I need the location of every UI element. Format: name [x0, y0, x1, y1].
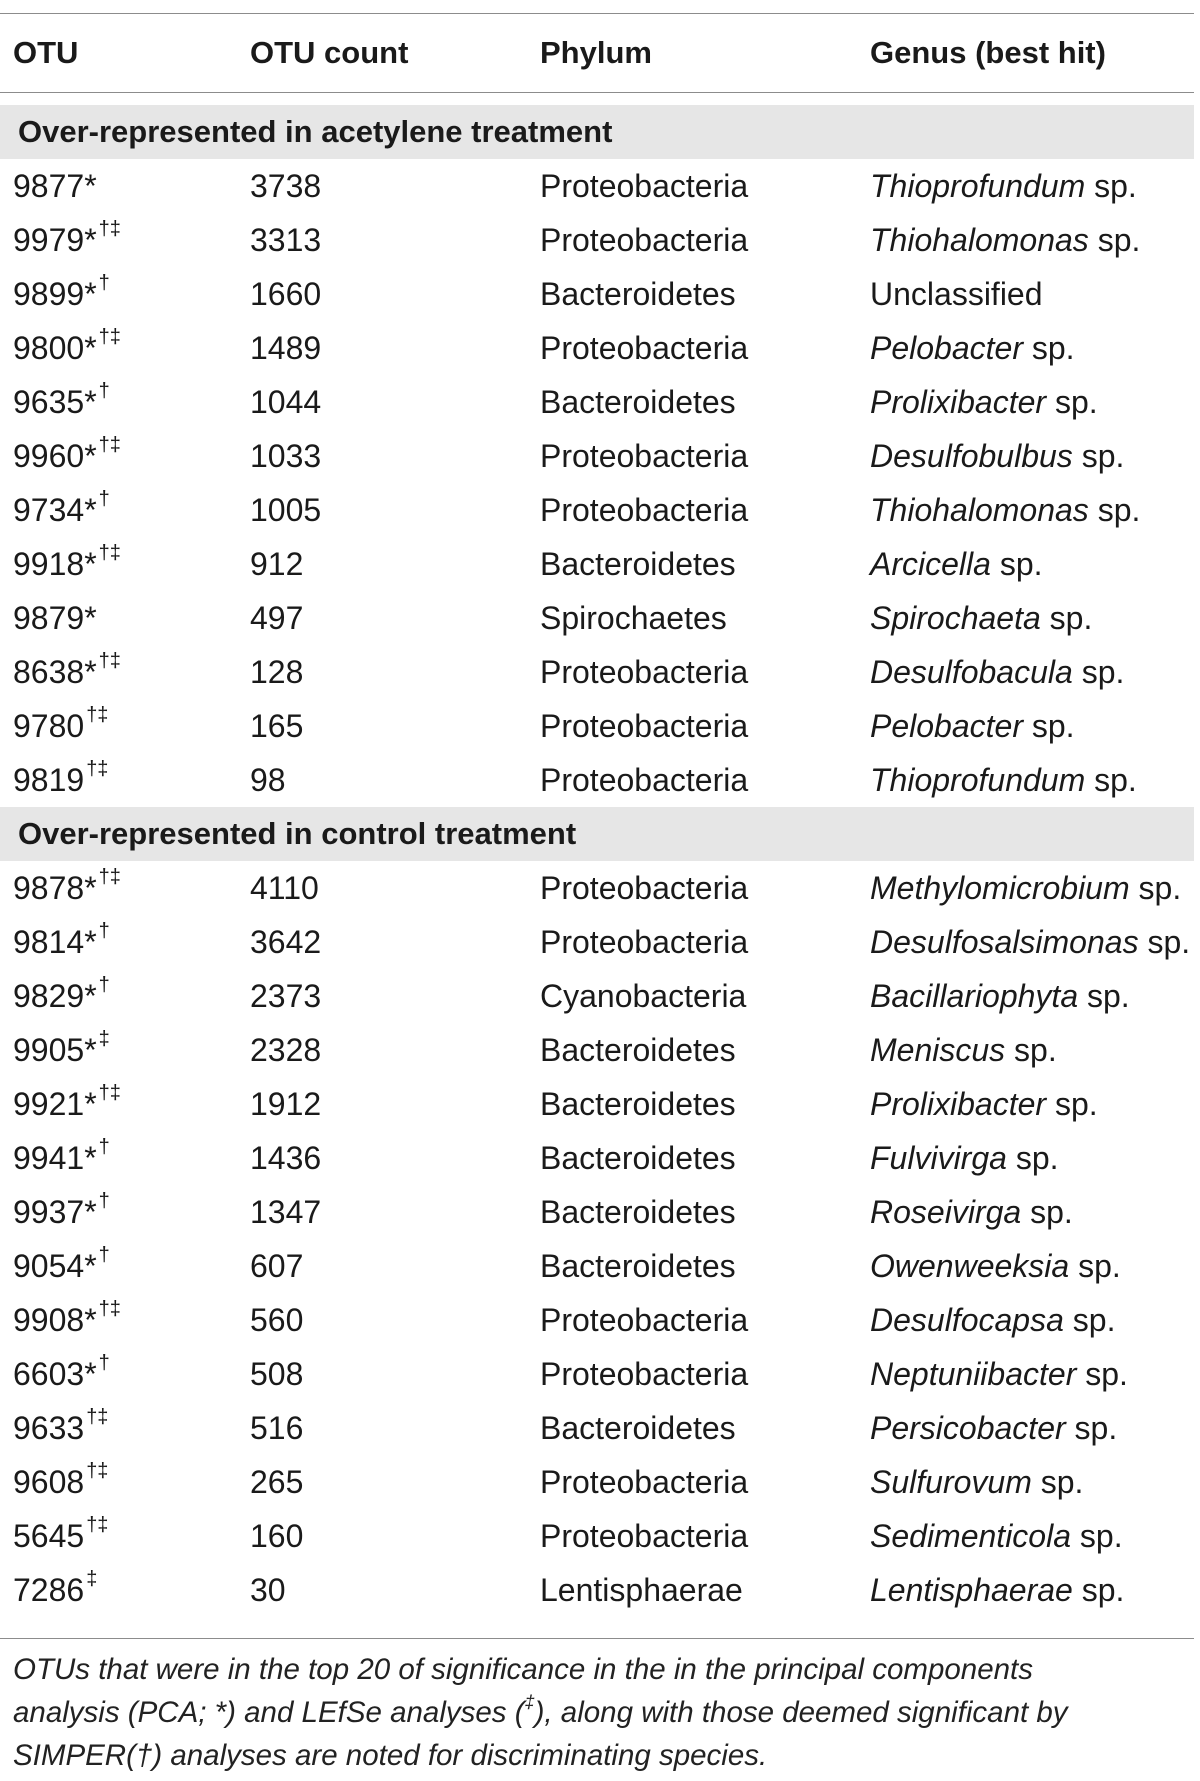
otu-count-cell: 3313: [250, 222, 322, 258]
phylum-cell: Spirochaetes: [540, 600, 727, 636]
otu-cell: [13, 375, 110, 429]
genus-cell: [870, 645, 1124, 699]
otu-id: 9878: [13, 870, 85, 906]
significance-marks: †‡: [98, 866, 121, 889]
genus-suffix: sp.: [1085, 762, 1137, 798]
pca-mark: *: [84, 924, 97, 960]
otu-count-cell: 497: [250, 600, 304, 636]
phylum-cell: Proteobacteria: [540, 1464, 749, 1500]
pca-mark: *: [84, 222, 97, 258]
otu-id: 9877: [13, 168, 85, 204]
genus-cell: [870, 1455, 1083, 1509]
pca-mark: *: [84, 492, 97, 528]
otu-cell: [13, 159, 97, 213]
otu-cell: [13, 537, 121, 591]
otu-cell: [13, 969, 110, 1023]
otu-cell: [13, 645, 121, 699]
genus-name: Pelobacter: [870, 708, 1023, 744]
phylum-cell: Proteobacteria: [540, 654, 749, 690]
significance-marks: †‡: [86, 758, 109, 781]
genus-name: Thiohalomonas: [870, 222, 1089, 258]
table-footnote: [13, 1648, 1193, 1777]
genus-suffix: sp.: [1078, 978, 1130, 1014]
genus-cell: [870, 753, 1137, 807]
otu-count-cell: 265: [250, 1464, 304, 1500]
significance-marks: †: [98, 974, 110, 997]
otu-id: 9734: [13, 492, 85, 528]
genus-name: Neptuniibacter: [870, 1356, 1077, 1392]
otu-id: 9819: [13, 762, 85, 798]
genus-name: Prolixibacter: [870, 384, 1047, 420]
table-row: [0, 915, 1194, 969]
significance-marks: †: [98, 1244, 110, 1267]
otu-count-cell: 1044: [250, 384, 322, 420]
genus-cell: [870, 1401, 1117, 1455]
phylum-cell: Bacteroidetes: [540, 1140, 736, 1176]
header-otu: OTU: [13, 35, 79, 70]
otu-cell: [13, 1401, 108, 1455]
genus-cell: [870, 591, 1092, 645]
otu-cell: [13, 753, 108, 807]
section-title: Over-represented in acetylene treatment: [18, 114, 613, 149]
pca-mark: *: [84, 1356, 97, 1392]
genus-name: Sulfurovum: [870, 1464, 1032, 1500]
genus-cell: [870, 1239, 1121, 1293]
significance-marks: †: [98, 380, 110, 403]
otu-cell: [13, 1131, 110, 1185]
otu-cell: [13, 915, 110, 969]
pca-mark: *: [84, 276, 97, 312]
otu-id: 8638: [13, 654, 85, 690]
otu-count-cell: 2373: [250, 978, 322, 1014]
phylum-cell: Proteobacteria: [540, 1356, 749, 1392]
pca-mark: *: [84, 1194, 97, 1230]
footnote-line-2-start: analysis (PCA; *) and LEfSe analyses (: [13, 1696, 525, 1729]
genus-suffix: sp.: [1129, 870, 1182, 906]
otu-cell: [13, 591, 97, 645]
table-row: [0, 1509, 1194, 1563]
otu-id: 9960: [13, 438, 85, 474]
genus-suffix: sp.: [1046, 384, 1098, 420]
table-row: [0, 861, 1194, 915]
otu-id: 9899: [13, 276, 85, 312]
genus-suffix: sp.: [1088, 222, 1141, 258]
pca-mark: *: [84, 330, 97, 366]
otu-cell: [13, 213, 121, 267]
genus-suffix: sp.: [1065, 1410, 1118, 1446]
otu-count-cell: 516: [250, 1410, 304, 1446]
otu-id: 9829: [13, 978, 85, 1014]
otu-id: 9905: [13, 1032, 85, 1068]
genus-cell: [870, 1347, 1128, 1401]
otu-cell: [13, 429, 121, 483]
otu-cell: [13, 267, 110, 321]
footnote-line-1: OTUs that were in the top 20 of significance in the in the principal components: [13, 1653, 1033, 1686]
otu-id: 9918: [13, 546, 85, 582]
phylum-cell: Proteobacteria: [540, 492, 749, 528]
genus-name: Owenweeksia: [870, 1248, 1070, 1284]
genus-name: Persicobacter: [870, 1410, 1066, 1446]
genus-suffix: sp.: [1040, 600, 1093, 636]
genus-cell: [870, 1185, 1073, 1239]
genus-name: Lentisphaerae: [870, 1572, 1073, 1608]
significance-marks: †‡: [98, 542, 121, 565]
significance-marks: †: [98, 488, 110, 511]
genus-cell: [870, 213, 1140, 267]
phylum-cell: Proteobacteria: [540, 924, 749, 960]
pca-mark: *: [84, 384, 97, 420]
pca-mark: *: [84, 654, 97, 690]
otu-id: 9800: [13, 330, 85, 366]
phylum-cell: Proteobacteria: [540, 1518, 749, 1554]
phylum-cell: Proteobacteria: [540, 438, 749, 474]
otu-id: 9780: [13, 708, 85, 744]
phylum-cell: Lentisphaerae: [540, 1572, 743, 1608]
top-rule: [0, 13, 1194, 14]
significance-marks: †‡: [98, 434, 121, 457]
otu-cell: [13, 861, 121, 915]
table-row: [0, 1347, 1194, 1401]
genus-cell: [870, 1077, 1098, 1131]
table-row: [0, 1023, 1194, 1077]
genus-name: Meniscus: [870, 1032, 1006, 1068]
genus-suffix: sp.: [1069, 1248, 1121, 1284]
significance-marks: ‡: [98, 1028, 110, 1051]
genus-cell: [870, 1509, 1123, 1563]
otu-count-cell: 98: [250, 762, 286, 798]
header-otu-count: OTU count: [250, 35, 409, 70]
genus-cell: [870, 159, 1137, 213]
phylum-cell: Bacteroidetes: [540, 546, 736, 582]
significance-marks: ‡: [86, 1568, 98, 1591]
footnote-line-2: [13, 1691, 1193, 1734]
genus-name: Thiohalomonas: [870, 492, 1089, 528]
genus-name: Bacillariophyta: [870, 978, 1079, 1014]
otu-id: 9608: [13, 1464, 85, 1500]
pca-mark: *: [84, 1140, 97, 1176]
significance-marks: †‡: [86, 1460, 109, 1483]
otu-cell: [13, 1509, 108, 1563]
genus-name: Pelobacter: [870, 330, 1023, 366]
table-row: [0, 321, 1194, 375]
genus-cell: [870, 861, 1181, 915]
genus-name: Fulvivirga: [870, 1140, 1007, 1176]
otu-id: 5645: [13, 1518, 85, 1554]
genus-suffix: sp.: [1071, 1518, 1123, 1554]
table-row: [0, 591, 1194, 645]
genus-name: Desulfocapsa: [870, 1302, 1064, 1338]
genus-suffix: sp.: [1006, 1140, 1059, 1176]
table-row: [0, 645, 1194, 699]
table-row: [0, 267, 1194, 321]
genus-cell: [870, 267, 1043, 321]
table-row: [0, 375, 1194, 429]
pca-mark: *: [84, 1032, 97, 1068]
genus-suffix: sp.: [1063, 1302, 1116, 1338]
otu-cell: [13, 1455, 108, 1509]
table-row: [0, 753, 1194, 807]
phylum-cell: Proteobacteria: [540, 762, 749, 798]
otu-count-cell: 128: [250, 654, 304, 690]
table-row: [0, 1455, 1194, 1509]
significance-marks: †‡: [98, 1298, 121, 1321]
table-row: [0, 1185, 1194, 1239]
otu-id: 9814: [13, 924, 85, 960]
genus-cell: [870, 321, 1075, 375]
phylum-cell: Proteobacteria: [540, 222, 749, 258]
bottom-rule: [0, 1638, 1194, 1639]
significance-marks: †‡: [86, 1514, 109, 1537]
table-row: [0, 1077, 1194, 1131]
otu-count-cell: 4110: [250, 870, 319, 906]
table-row: [0, 159, 1194, 213]
otu-count-cell: 30: [250, 1572, 286, 1608]
otu-count-cell: 560: [250, 1302, 304, 1338]
otu-count-cell: 1033: [250, 438, 322, 474]
otu-cell: [13, 321, 121, 375]
otu-count-cell: 2328: [250, 1032, 322, 1068]
table-row: [0, 969, 1194, 1023]
significance-marks: †: [98, 920, 110, 943]
otu-cell: [13, 1185, 110, 1239]
header-rule: [0, 92, 1194, 93]
genus-suffix: sp.: [1072, 1572, 1125, 1608]
otu-id: 9633: [13, 1410, 85, 1446]
pca-mark: *: [84, 438, 97, 474]
phylum-cell: Proteobacteria: [540, 870, 749, 906]
footnote-lefse-mark: ‡: [524, 1692, 535, 1713]
otu-count-cell: 165: [250, 708, 304, 744]
otu-id: 7286: [13, 1572, 85, 1608]
genus-suffix: sp.: [1076, 1356, 1128, 1392]
genus-name: Desulfobulbus: [870, 438, 1073, 474]
otu-count-cell: 1436: [250, 1140, 322, 1176]
otu-id: 6603: [13, 1356, 85, 1392]
genus-name: Unclassified: [870, 276, 1043, 312]
genus-cell: [870, 375, 1098, 429]
significance-marks: †‡: [98, 1082, 121, 1105]
table-row: [0, 1563, 1194, 1617]
genus-name: Methylomicrobium: [870, 870, 1130, 906]
genus-suffix: sp.: [1046, 1086, 1098, 1122]
table-row: [0, 1293, 1194, 1347]
genus-name: Arcicella: [870, 546, 991, 582]
table-row: [0, 537, 1194, 591]
otu-count-cell: 1005: [250, 492, 322, 528]
genus-suffix: sp.: [1088, 492, 1141, 528]
genus-cell: [870, 1563, 1124, 1617]
otu-count-cell: 1347: [250, 1194, 322, 1230]
otu-count-cell: 3642: [250, 924, 322, 960]
otu-cell: [13, 483, 110, 537]
otu-id: 9054: [13, 1248, 85, 1284]
otu-id: 9879: [13, 600, 85, 636]
genus-name: Thioprofundum: [870, 762, 1086, 798]
otu-cell: [13, 1239, 110, 1293]
genus-suffix: sp.: [1138, 924, 1191, 960]
pca-mark: *: [84, 1302, 97, 1338]
genus-cell: [870, 1023, 1057, 1077]
significance-marks: †‡: [86, 1406, 109, 1429]
significance-marks: †‡: [98, 218, 121, 241]
table-row: [0, 1401, 1194, 1455]
otu-count-cell: 1489: [250, 330, 322, 366]
phylum-cell: Proteobacteria: [540, 1302, 749, 1338]
otu-count-cell: 1660: [250, 276, 322, 312]
genus-name: Prolixibacter: [870, 1086, 1047, 1122]
genus-name: Desulfobacula: [870, 654, 1073, 690]
genus-cell: [870, 915, 1190, 969]
genus-name: Desulfosalsimonas: [870, 924, 1139, 960]
phylum-cell: Cyanobacteria: [540, 978, 747, 1014]
phylum-cell: Bacteroidetes: [540, 384, 736, 420]
genus-suffix: sp.: [1022, 708, 1075, 744]
otu-id: 9937: [13, 1194, 85, 1230]
pca-mark: *: [84, 546, 97, 582]
genus-suffix: sp.: [1021, 1194, 1073, 1230]
otu-count-cell: 508: [250, 1356, 304, 1392]
significance-marks: †‡: [98, 326, 121, 349]
otu-cell: [13, 1023, 110, 1077]
phylum-cell: Proteobacteria: [540, 330, 749, 366]
table-header: [0, 24, 1194, 82]
table-row: [0, 699, 1194, 753]
genus-cell: [870, 429, 1124, 483]
genus-cell: [870, 969, 1130, 1023]
genus-cell: [870, 1131, 1059, 1185]
phylum-cell: Proteobacteria: [540, 168, 749, 204]
header-genus: Genus (best hit): [870, 35, 1106, 70]
footnote-line-3: SIMPER(†) analyses are noted for discriminating species.: [13, 1739, 768, 1772]
section-title: Over-represented in control treatment: [18, 816, 577, 851]
phylum-cell: Bacteroidetes: [540, 1086, 736, 1122]
genus-name: Roseivirga: [870, 1194, 1022, 1230]
genus-cell: [870, 537, 1043, 591]
otu-id: 9635: [13, 384, 85, 420]
pca-mark: *: [84, 1086, 97, 1122]
genus-suffix: sp.: [1031, 1464, 1084, 1500]
genus-cell: [870, 699, 1075, 753]
otu-count-cell: 607: [250, 1248, 304, 1284]
genus-cell: [870, 483, 1140, 537]
section-header: [0, 807, 1194, 861]
table-row: [0, 1239, 1194, 1293]
footnote-line-2-end: ), along with those deemed significant by: [534, 1696, 1068, 1729]
genus-suffix: sp.: [990, 546, 1043, 582]
otu-cell: [13, 1347, 110, 1401]
pca-mark: *: [84, 978, 97, 1014]
significance-marks: †: [98, 1190, 110, 1213]
pca-mark: *: [84, 1248, 97, 1284]
otu-cell: [13, 699, 108, 753]
genus-name: Spirochaeta: [870, 600, 1041, 636]
pca-mark: *: [84, 870, 97, 906]
table-row: [0, 429, 1194, 483]
genus-name: Thioprofundum: [870, 168, 1086, 204]
otu-cell: [13, 1077, 121, 1131]
significance-marks: †‡: [86, 704, 109, 727]
phylum-cell: Bacteroidetes: [540, 276, 736, 312]
otu-id: 9921: [13, 1086, 85, 1122]
table-row: [0, 213, 1194, 267]
genus-name: Sedimenticola: [870, 1518, 1071, 1554]
genus-suffix: sp.: [1085, 168, 1137, 204]
table-row: [0, 1131, 1194, 1185]
otu-id: 9979: [13, 222, 85, 258]
table-row: [0, 483, 1194, 537]
genus-suffix: sp.: [1005, 1032, 1057, 1068]
phylum-cell: Proteobacteria: [540, 708, 749, 744]
otu-count-cell: 912: [250, 546, 304, 582]
significance-marks: †: [98, 1136, 110, 1159]
genus-cell: [870, 1293, 1115, 1347]
otu-count-cell: 1912: [250, 1086, 322, 1122]
phylum-cell: Bacteroidetes: [540, 1032, 736, 1068]
phylum-cell: Bacteroidetes: [540, 1194, 736, 1230]
otu-count-cell: 3738: [250, 168, 322, 204]
significance-marks: †: [98, 272, 110, 295]
otu-cell: [13, 1293, 121, 1347]
genus-suffix: sp.: [1072, 654, 1125, 690]
phylum-cell: Bacteroidetes: [540, 1248, 736, 1284]
genus-suffix: sp.: [1022, 330, 1075, 366]
header-phylum: Phylum: [540, 35, 652, 70]
pca-mark: *: [84, 168, 97, 204]
section-header: [0, 105, 1194, 159]
phylum-cell: Bacteroidetes: [540, 1410, 736, 1446]
otu-id: 9941: [13, 1140, 85, 1176]
genus-suffix: sp.: [1072, 438, 1125, 474]
significance-marks: †: [98, 1352, 110, 1375]
pca-mark: *: [84, 600, 97, 636]
otu-cell: [13, 1563, 97, 1617]
significance-marks: †‡: [98, 650, 121, 673]
otu-id: 9908: [13, 1302, 85, 1338]
otu-count-cell: 160: [250, 1518, 304, 1554]
